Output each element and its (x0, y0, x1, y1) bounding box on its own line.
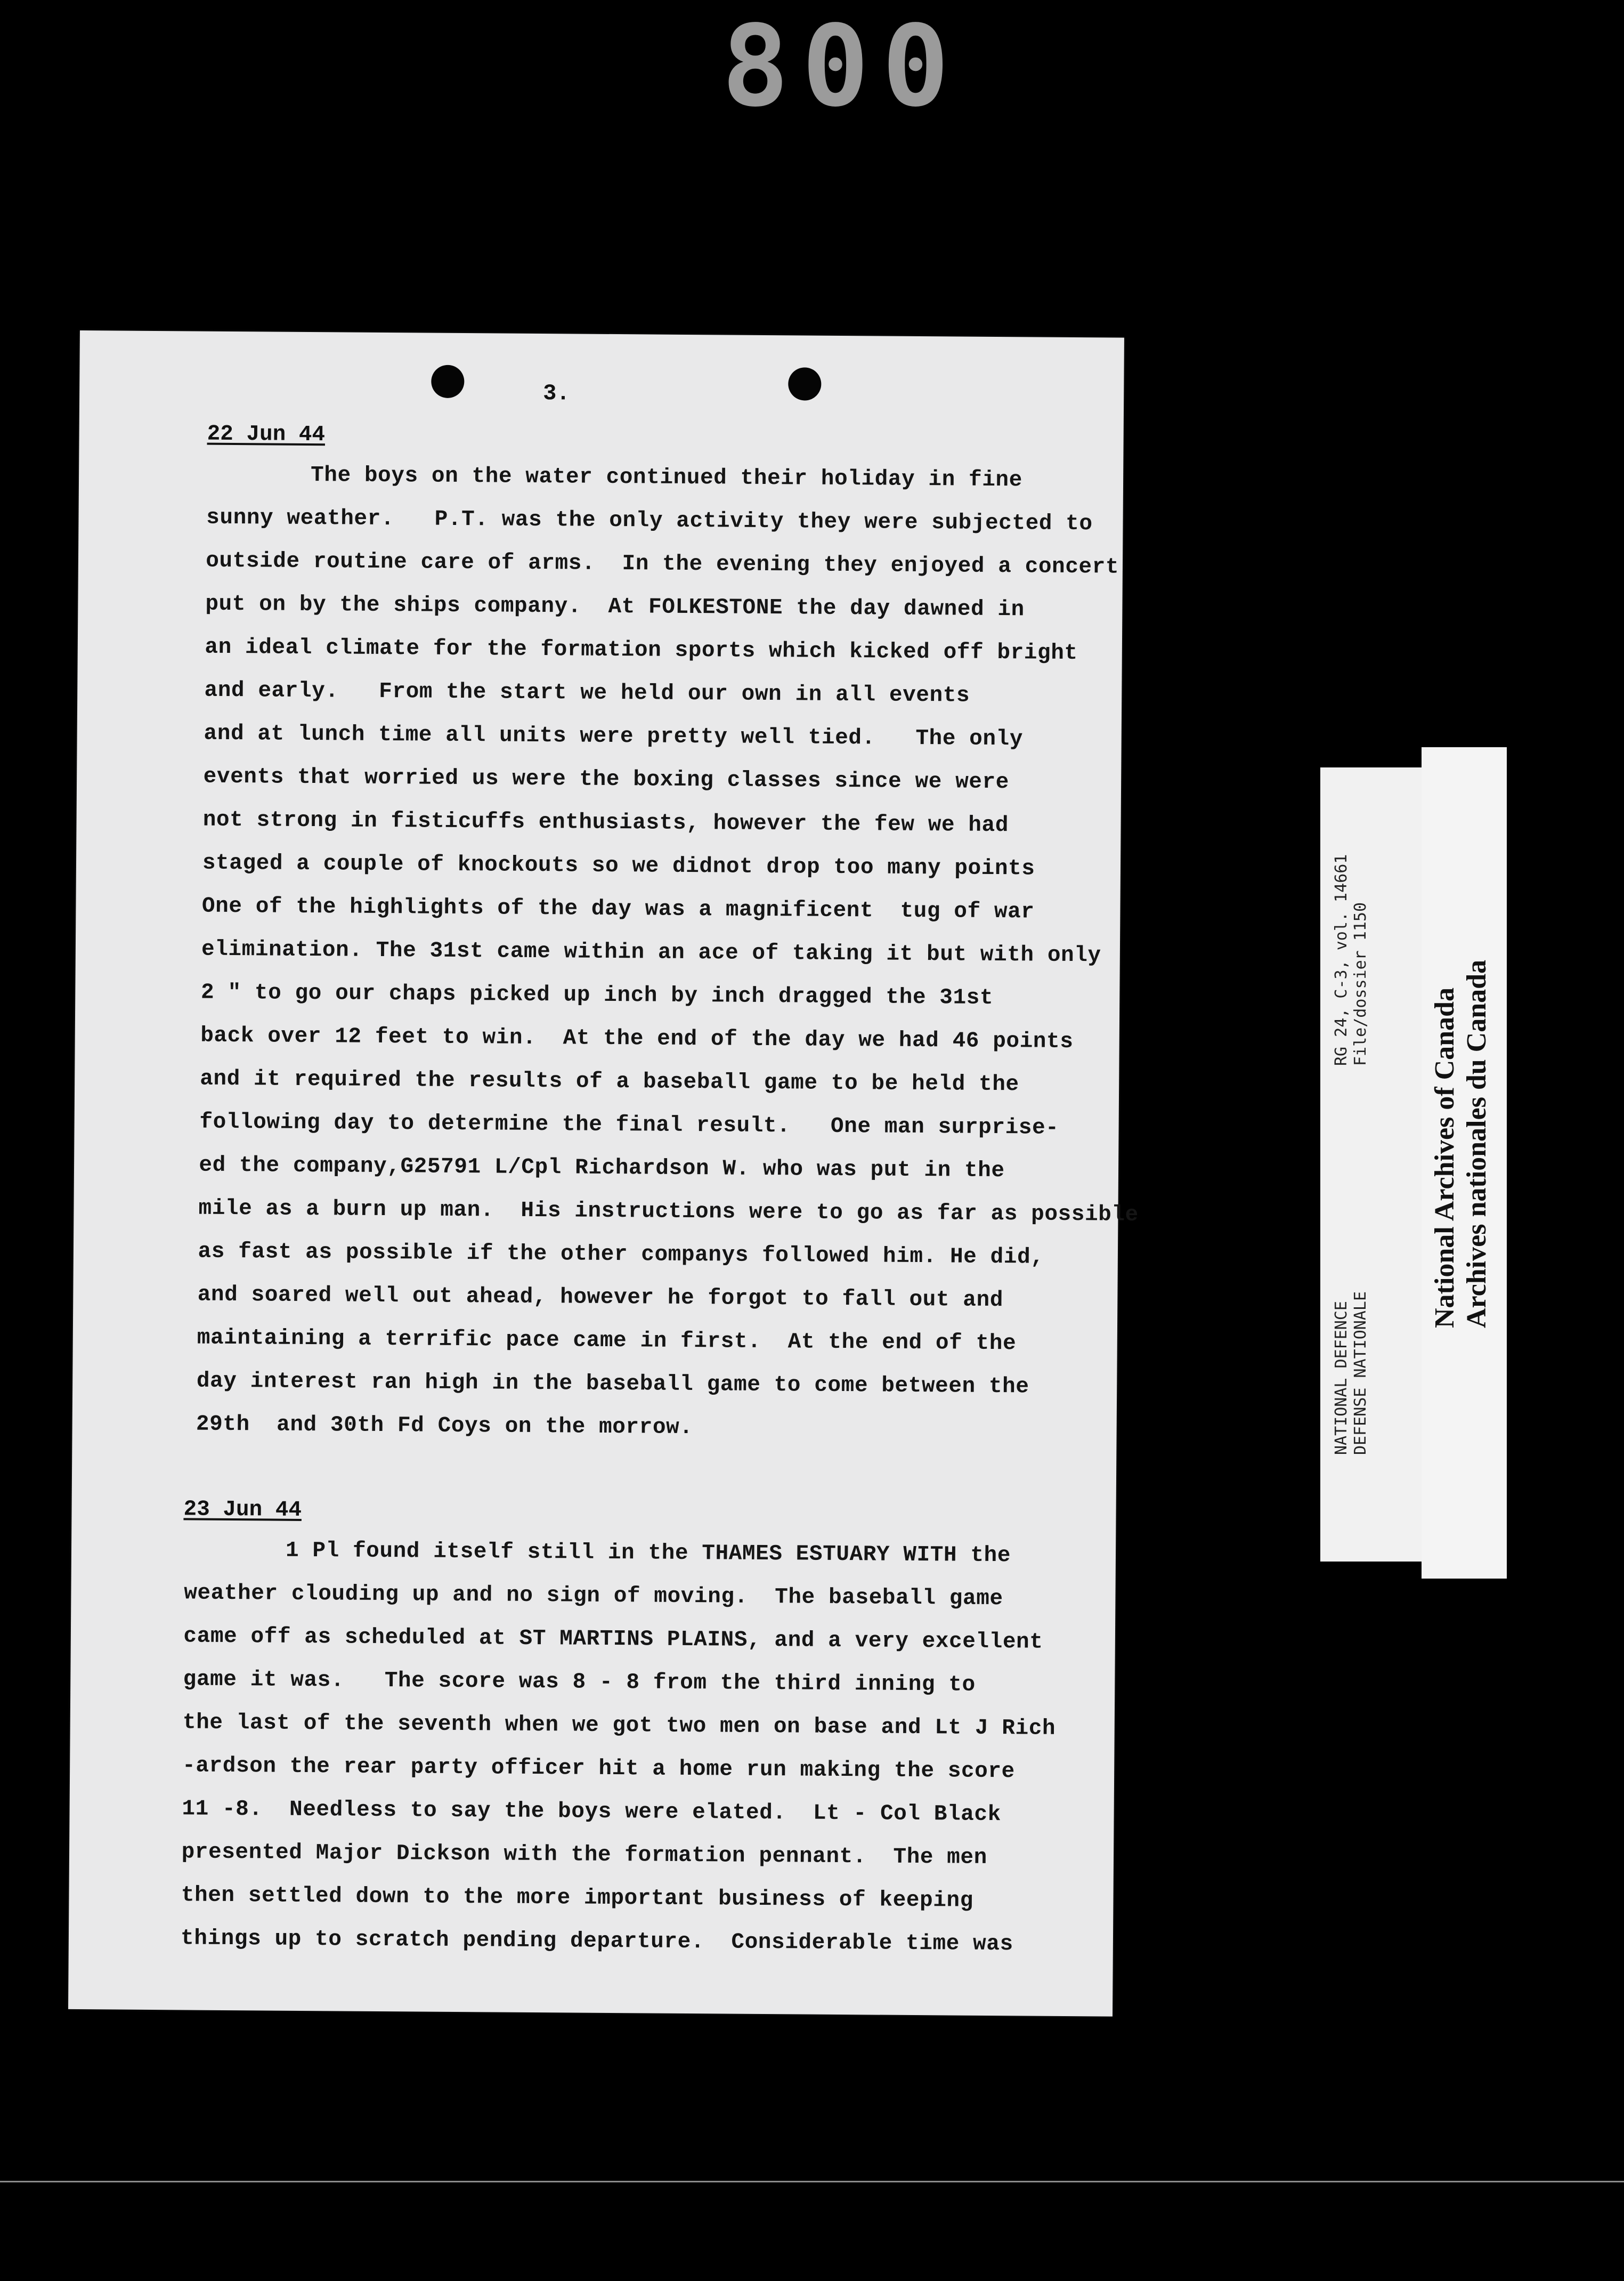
body-line: outside routine care of arms. In the evening they enjoyed a concert (206, 548, 1119, 580)
archive-name-fr: Archives nationales du Canada (1461, 959, 1492, 1328)
body-line: then settled down to the more important business of keeping (181, 1883, 974, 1913)
body-line: weather clouding up and no sign of moving. The baseball game (184, 1581, 1003, 1612)
body-line: ed the company,G25791 L/Cpl Richardson W. who was put in the (199, 1153, 1005, 1184)
punch-hole-left (431, 365, 464, 398)
body-line: The boys on the water continued their holiday in fine (310, 463, 1023, 493)
frame-divider (0, 2181, 1624, 2182)
body-line: as fast as possible if the other companys followed him. He did, (198, 1239, 1044, 1270)
body-line: and at lunch time all units were pretty well tied. The only (204, 721, 1024, 752)
frame-number: 800 (721, 1, 962, 132)
reference-number: RG 24, C-3, vol. 14661 (1332, 854, 1351, 1066)
body-line: not strong in fisticuffs enthusiasts, however the few we had (202, 807, 1009, 838)
body-line: came off as scheduled at ST MARTINS PLAINS, and a very excellent (183, 1624, 1043, 1655)
document-page (68, 330, 1139, 2017)
body-line: back over 12 feet to win. At the end of the day we had 46 points (200, 1023, 1074, 1055)
body-line: game it was. The score was 8 - 8 from the third inning to (183, 1667, 976, 1697)
body-line: an ideal climate for the formation sports which kicked off bright (205, 635, 1078, 666)
body-line: mile as a burn up man. His instructions were to go as far as possible (198, 1196, 1139, 1227)
department-label-fr: DEFENSE NATIONALE (1351, 1291, 1370, 1455)
body-line: things up to scratch pending departure. Considerable time was (180, 1926, 1013, 1957)
body-line: 29th and 30th Fd Coys on the morrow. (196, 1412, 693, 1441)
entry-date-heading: 22 Jun 44 (207, 422, 326, 448)
entry-date-heading: 23 Jun 44 (183, 1497, 302, 1523)
body-line: -ardson the rear party officer hit a home run making the score (182, 1753, 1015, 1784)
body-line: 11 -8. Needless to say the boys were elated. Lt - Col Black (182, 1797, 1002, 1827)
body-line: 1 Pl found itself still in the THAMES ESTUARY WITH the (285, 1538, 1011, 1568)
body-line: put on by the ships company. At FOLKESTONE the day dawned in (205, 592, 1025, 622)
body-line: and it required the results of a baseball game to be held the (200, 1066, 1019, 1097)
archive-name-en: National Archives of Canada (1430, 988, 1460, 1328)
body-line: the last of the seventh when we got two men on base and Lt J Rich (182, 1710, 1056, 1741)
page-number: 3. (543, 381, 570, 407)
file-number: File/dossier 1150 (1351, 902, 1370, 1066)
body-line: sunny weather. P.T. was the only activity they were subjected to (206, 505, 1093, 537)
body-line: and soared well out ahead, however he forgot to fall out and (197, 1282, 1004, 1313)
body-line: following day to determine the final result. One man surprise- (199, 1110, 1059, 1140)
body-line: One of the highlights of the day was a magnificent tug of war (201, 894, 1035, 925)
body-line: presented Major Dickson with the formation pennant. The men (181, 1840, 988, 1870)
body-line: staged a couple of knockouts so we didnot drop too many points (202, 851, 1035, 881)
body-line: elimination. The 31st came within an ace of taking it but with only (201, 937, 1101, 968)
archive-stamp (1422, 747, 1507, 1579)
body-line: 2 " to go our chaps picked up inch by inch dragged the 31st (200, 980, 994, 1010)
department-label: NATIONAL DEFENCE (1332, 1301, 1351, 1455)
archive-reference-label (1320, 767, 1427, 1562)
punch-hole-right (788, 367, 821, 400)
body-line: events that worried us were the boxing classes since we were (203, 764, 1010, 795)
body-line: and early. From the start we held our own in all events (204, 678, 970, 708)
body-line: day interest ran high in the baseball game to come between the (196, 1369, 1029, 1400)
body-line: maintaining a terrific pace came in first. At the end of the (197, 1325, 1017, 1356)
